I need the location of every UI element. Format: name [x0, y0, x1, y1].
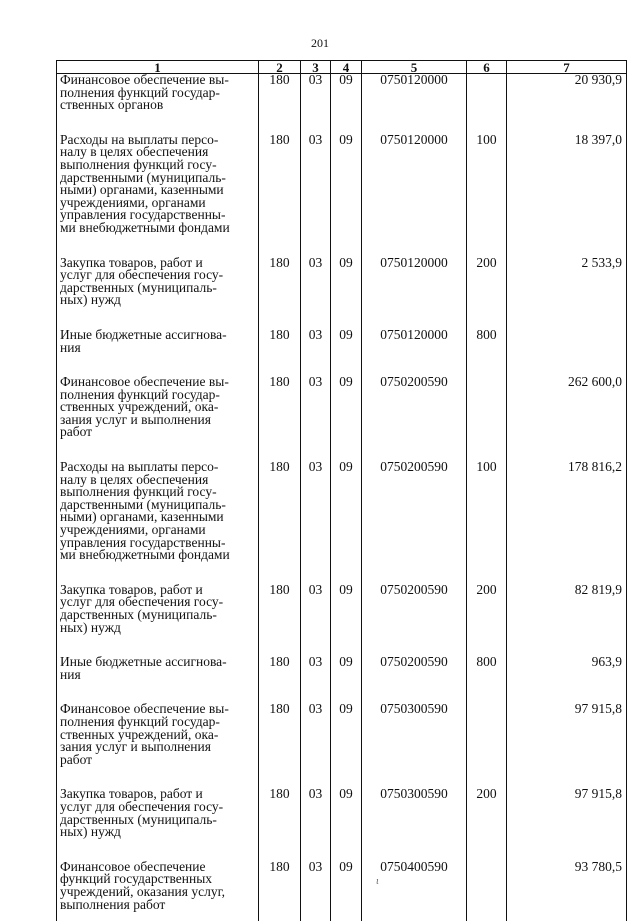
- row-target-item: 0750300590: [362, 703, 467, 788]
- row-description: [57, 584, 259, 656]
- row-description-line: дарственных (муниципаль-: [60, 609, 256, 622]
- row-expense-type: 800: [467, 656, 507, 703]
- row-description-line: Финансовое обеспечение вы-: [60, 703, 256, 716]
- row-description-line: выполнения функций госу-: [60, 486, 256, 499]
- row-description: [57, 257, 259, 329]
- row-subsection: 09: [331, 376, 362, 461]
- row-subsection: 09: [331, 861, 362, 921]
- row-subsection: 09: [331, 703, 362, 788]
- row-subsection: 09: [331, 329, 362, 376]
- row-description-line: работ: [60, 426, 256, 439]
- row-description-line: Финансовое обеспечение вы-: [60, 74, 256, 87]
- table-row: [57, 584, 627, 656]
- row-description-line: зания услуг и выполнения: [60, 741, 256, 754]
- row-description-line: ных) нужд: [60, 826, 256, 839]
- budget-table: [56, 60, 627, 921]
- row-amount: 178 816,2: [507, 461, 627, 584]
- row-expense-type: 100: [467, 134, 507, 257]
- row-expense-type: 100: [467, 461, 507, 584]
- table-row: [57, 329, 627, 376]
- row-description-line: дарственными (муниципаль-: [60, 499, 256, 512]
- row-code: 180: [259, 74, 301, 134]
- row-target-item: 0750400590: [362, 861, 467, 921]
- row-target-item: 0750120000: [362, 74, 467, 134]
- table-row: [57, 257, 627, 329]
- row-target-item: 0750300590: [362, 788, 467, 860]
- row-description-line: ния: [60, 342, 256, 355]
- row-description-line: Закупка товаров, работ и: [60, 257, 256, 270]
- column-header-name: 1: [57, 61, 259, 74]
- row-description-line: Иные бюджетные ассигнова-: [60, 656, 256, 669]
- row-amount: 97 915,8: [507, 788, 627, 860]
- row-section: 03: [301, 584, 331, 656]
- row-description-line: полнения функций государ-: [60, 87, 256, 100]
- row-description: [57, 461, 259, 584]
- row-target-item: 0750200590: [362, 376, 467, 461]
- row-subsection: 09: [331, 461, 362, 584]
- row-code: 180: [259, 656, 301, 703]
- row-code: 180: [259, 788, 301, 860]
- row-amount: 93 780,5: [507, 861, 627, 921]
- row-description-line: полнения функций государ-: [60, 389, 256, 402]
- column-header-subsection: 4: [331, 61, 362, 74]
- row-description-line: работ: [60, 754, 256, 767]
- row-subsection: 09: [331, 584, 362, 656]
- row-description-line: ственных учреждений, ока-: [60, 729, 256, 742]
- row-description: [57, 788, 259, 860]
- page-number: 201: [0, 36, 640, 51]
- column-header-target-item: 5: [362, 61, 467, 74]
- row-description-line: Закупка товаров, работ и: [60, 788, 256, 801]
- row-section: 03: [301, 134, 331, 257]
- row-description-line: Финансовое обеспечение: [60, 861, 256, 874]
- row-description-line: учреждениями, органами: [60, 197, 256, 210]
- row-description-line: услуг для обеспечения госу-: [60, 269, 256, 282]
- row-expense-type: [467, 74, 507, 134]
- row-description-line: ными) органами, казенными: [60, 184, 256, 197]
- row-amount: 82 819,9: [507, 584, 627, 656]
- row-description-line: Финансовое обеспечение вы-: [60, 376, 256, 389]
- row-description-line: управления государственны-: [60, 209, 256, 222]
- row-description-line: выполнения работ: [60, 899, 256, 912]
- row-description-line: зания услуг и выполнения: [60, 414, 256, 427]
- row-section: 03: [301, 461, 331, 584]
- row-description-line: ми внебюджетными фондами: [60, 549, 256, 562]
- row-description-line: учреждений, оказания услуг,: [60, 886, 256, 899]
- table-row: [57, 461, 627, 584]
- column-header-section: 3: [301, 61, 331, 74]
- row-code: 180: [259, 134, 301, 257]
- row-code: 180: [259, 861, 301, 921]
- row-amount: 18 397,0: [507, 134, 627, 257]
- row-description-line: Иные бюджетные ассигнова-: [60, 329, 256, 342]
- row-section: 03: [301, 788, 331, 860]
- row-description-line: дарственных (муниципаль-: [60, 282, 256, 295]
- row-description-line: ными) органами, казенными: [60, 511, 256, 524]
- row-description-line: ственных органов: [60, 99, 256, 112]
- row-code: 180: [259, 703, 301, 788]
- table-body: [57, 74, 627, 921]
- row-section: 03: [301, 329, 331, 376]
- row-description-line: услуг для обеспечения госу-: [60, 596, 256, 609]
- row-amount: 262 600,0: [507, 376, 627, 461]
- row-description-line: учреждениями, органами: [60, 524, 256, 537]
- row-section: 03: [301, 74, 331, 134]
- table-row: [57, 74, 627, 134]
- row-description-line: ных) нужд: [60, 294, 256, 307]
- row-description-line: дарственными (муниципаль-: [60, 172, 256, 185]
- row-expense-type: 200: [467, 584, 507, 656]
- row-target-item: 0750120000: [362, 329, 467, 376]
- row-subsection: 09: [331, 74, 362, 134]
- row-expense-type: 200: [467, 257, 507, 329]
- row-subsection: 09: [331, 134, 362, 257]
- row-section: 03: [301, 703, 331, 788]
- row-description-line: Закупка товаров, работ и: [60, 584, 256, 597]
- row-description-line: Расходы на выплаты персо-: [60, 461, 256, 474]
- row-description-line: налу в целях обеспечения: [60, 146, 256, 159]
- row-description-line: управления государственны-: [60, 537, 256, 550]
- row-expense-type: [467, 703, 507, 788]
- table-row: [57, 656, 627, 703]
- row-description: [57, 703, 259, 788]
- row-subsection: 09: [331, 257, 362, 329]
- row-expense-type: 200: [467, 788, 507, 860]
- row-expense-type: [467, 861, 507, 921]
- row-description-line: Расходы на выплаты персо-: [60, 134, 256, 147]
- row-section: 03: [301, 861, 331, 921]
- row-description-line: ми внебюджетными фондами: [60, 222, 256, 235]
- row-description: [57, 656, 259, 703]
- column-header-expense-type: 6: [467, 61, 507, 74]
- row-description-line: ных) нужд: [60, 622, 256, 635]
- row-target-item: 0750200590: [362, 656, 467, 703]
- row-subsection: 09: [331, 656, 362, 703]
- row-code: 180: [259, 584, 301, 656]
- row-description-line: выполнения функций госу-: [60, 159, 256, 172]
- row-amount: 97 915,8: [507, 703, 627, 788]
- row-description-line: дарственных (муниципаль-: [60, 814, 256, 827]
- row-expense-type: [467, 376, 507, 461]
- row-description: [57, 376, 259, 461]
- table-row: [57, 788, 627, 860]
- row-amount: 20 930,9: [507, 74, 627, 134]
- row-description-line: ния: [60, 669, 256, 682]
- row-description: [57, 861, 259, 921]
- row-description: [57, 74, 259, 134]
- row-section: 03: [301, 257, 331, 329]
- table-row: [57, 703, 627, 788]
- row-amount: [507, 329, 627, 376]
- row-code: 180: [259, 376, 301, 461]
- column-header-amount: 7: [507, 61, 627, 74]
- row-section: 03: [301, 656, 331, 703]
- row-target-item: 0750200590: [362, 461, 467, 584]
- row-description-line: полнения функций государ-: [60, 716, 256, 729]
- row-description-line: услуг для обеспечения госу-: [60, 801, 256, 814]
- row-expense-type: 800: [467, 329, 507, 376]
- column-header-code: 2: [259, 61, 301, 74]
- scan-artifact-mark: ι: [376, 876, 379, 887]
- row-amount: 2 533,9: [507, 257, 627, 329]
- row-target-item: 0750120000: [362, 257, 467, 329]
- table-row: [57, 134, 627, 257]
- row-description: [57, 329, 259, 376]
- row-code: 180: [259, 461, 301, 584]
- row-description-line: налу в целях обеспечения: [60, 474, 256, 487]
- row-description-line: функций государственных: [60, 873, 256, 886]
- row-code: 180: [259, 329, 301, 376]
- row-target-item: 0750200590: [362, 584, 467, 656]
- row-code: 180: [259, 257, 301, 329]
- row-section: 03: [301, 376, 331, 461]
- row-target-item: 0750120000: [362, 134, 467, 257]
- row-description: [57, 134, 259, 257]
- table-row: [57, 376, 627, 461]
- row-description-line: ственных учреждений, ока-: [60, 401, 256, 414]
- row-amount: 963,9: [507, 656, 627, 703]
- row-subsection: 09: [331, 788, 362, 860]
- table-row: [57, 861, 627, 921]
